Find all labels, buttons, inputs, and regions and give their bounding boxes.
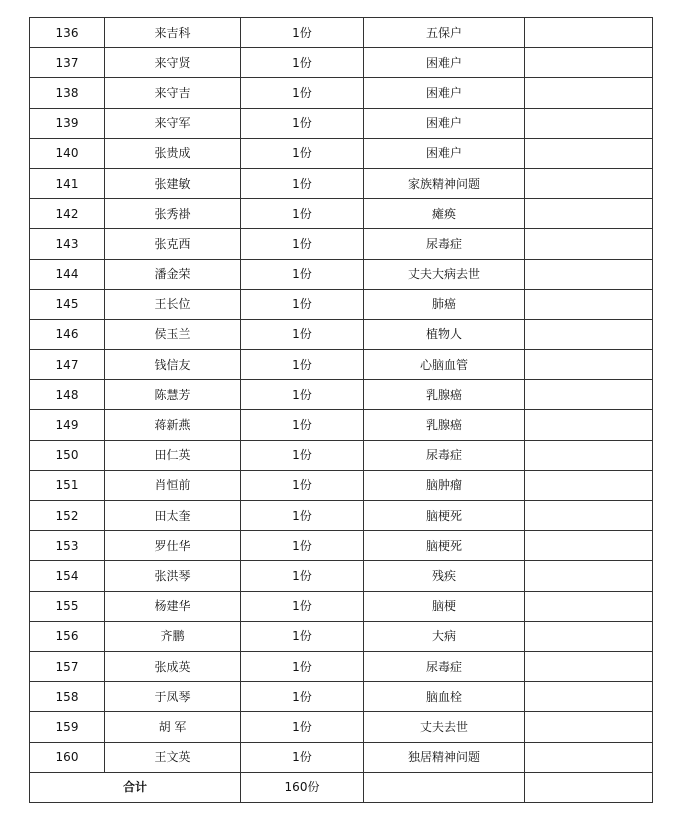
reason-cell: 脑肿瘤 bbox=[364, 470, 525, 500]
row-number: 149 bbox=[30, 410, 105, 440]
name-cell: 王长位 bbox=[105, 289, 241, 319]
table-row bbox=[30, 621, 653, 651]
qty-cell: 1份 bbox=[241, 621, 364, 651]
table-row bbox=[30, 682, 653, 712]
total-row bbox=[30, 772, 653, 802]
note-cell bbox=[525, 199, 653, 229]
reason-cell: 丈夫去世 bbox=[364, 712, 525, 742]
name-cell: 陈慧芳 bbox=[105, 380, 241, 410]
name-cell: 张洪琴 bbox=[105, 561, 241, 591]
qty-cell: 1份 bbox=[241, 319, 364, 349]
total-qty: 160份 bbox=[241, 772, 364, 802]
name-cell: 张建敏 bbox=[105, 168, 241, 198]
reason-cell: 五保户 bbox=[364, 18, 525, 48]
table-row bbox=[30, 440, 653, 470]
qty-cell: 1份 bbox=[241, 138, 364, 168]
qty-cell: 1份 bbox=[241, 440, 364, 470]
table-row bbox=[30, 410, 653, 440]
note-cell bbox=[525, 259, 653, 289]
reason-cell: 脑梗死 bbox=[364, 531, 525, 561]
table-body bbox=[30, 18, 653, 773]
row-number: 137 bbox=[30, 48, 105, 78]
note-cell bbox=[525, 319, 653, 349]
note-cell bbox=[525, 440, 653, 470]
qty-cell: 1份 bbox=[241, 682, 364, 712]
name-cell: 于凤琴 bbox=[105, 682, 241, 712]
qty-cell: 1份 bbox=[241, 78, 364, 108]
table-row bbox=[30, 78, 653, 108]
reason-cell: 困难户 bbox=[364, 108, 525, 138]
qty-cell: 1份 bbox=[241, 410, 364, 440]
reason-cell: 肺癌 bbox=[364, 289, 525, 319]
name-cell: 田太奎 bbox=[105, 501, 241, 531]
reason-cell: 独居精神问题 bbox=[364, 742, 525, 772]
note-cell bbox=[525, 651, 653, 681]
note-cell bbox=[525, 591, 653, 621]
table-row bbox=[30, 229, 653, 259]
qty-cell: 1份 bbox=[241, 712, 364, 742]
table-row bbox=[30, 742, 653, 772]
qty-cell: 1份 bbox=[241, 742, 364, 772]
name-cell: 钱信友 bbox=[105, 350, 241, 380]
table-row bbox=[30, 350, 653, 380]
table-row bbox=[30, 591, 653, 621]
row-number: 157 bbox=[30, 651, 105, 681]
row-number: 147 bbox=[30, 350, 105, 380]
note-cell bbox=[525, 138, 653, 168]
table-row bbox=[30, 712, 653, 742]
qty-cell: 1份 bbox=[241, 350, 364, 380]
reason-cell: 尿毒症 bbox=[364, 651, 525, 681]
reason-cell: 残疾 bbox=[364, 561, 525, 591]
note-cell bbox=[525, 289, 653, 319]
table-row bbox=[30, 48, 653, 78]
table-row bbox=[30, 470, 653, 500]
name-cell: 张成英 bbox=[105, 651, 241, 681]
name-cell: 王文英 bbox=[105, 742, 241, 772]
row-number: 136 bbox=[30, 18, 105, 48]
row-number: 139 bbox=[30, 108, 105, 138]
note-cell bbox=[525, 712, 653, 742]
row-number: 141 bbox=[30, 168, 105, 198]
row-number: 153 bbox=[30, 531, 105, 561]
table-row bbox=[30, 651, 653, 681]
name-cell: 肖恒前 bbox=[105, 470, 241, 500]
table-row bbox=[30, 319, 653, 349]
total-reason bbox=[364, 772, 525, 802]
row-number: 143 bbox=[30, 229, 105, 259]
row-number: 148 bbox=[30, 380, 105, 410]
reason-cell: 困难户 bbox=[364, 78, 525, 108]
row-number: 145 bbox=[30, 289, 105, 319]
qty-cell: 1份 bbox=[241, 168, 364, 198]
qty-cell: 1份 bbox=[241, 561, 364, 591]
qty-cell: 1份 bbox=[241, 470, 364, 500]
name-cell: 潘金荣 bbox=[105, 259, 241, 289]
name-cell: 侯玉兰 bbox=[105, 319, 241, 349]
table-row bbox=[30, 259, 653, 289]
note-cell bbox=[525, 78, 653, 108]
reason-cell: 心脑血管 bbox=[364, 350, 525, 380]
reason-cell: 乳腺癌 bbox=[364, 380, 525, 410]
table-row bbox=[30, 108, 653, 138]
note-cell bbox=[525, 561, 653, 591]
qty-cell: 1份 bbox=[241, 380, 364, 410]
total-note bbox=[525, 772, 653, 802]
name-cell: 张贵成 bbox=[105, 138, 241, 168]
data-table bbox=[29, 17, 653, 803]
reason-cell: 丈夫大病去世 bbox=[364, 259, 525, 289]
table-row bbox=[30, 199, 653, 229]
qty-cell: 1份 bbox=[241, 259, 364, 289]
reason-cell: 乳腺癌 bbox=[364, 410, 525, 440]
note-cell bbox=[525, 108, 653, 138]
name-cell: 来守军 bbox=[105, 108, 241, 138]
qty-cell: 1份 bbox=[241, 108, 364, 138]
note-cell bbox=[525, 350, 653, 380]
note-cell bbox=[525, 229, 653, 259]
row-number: 142 bbox=[30, 199, 105, 229]
row-number: 140 bbox=[30, 138, 105, 168]
note-cell bbox=[525, 470, 653, 500]
note-cell bbox=[525, 18, 653, 48]
table-row bbox=[30, 168, 653, 198]
row-number: 146 bbox=[30, 319, 105, 349]
name-cell: 蒋新燕 bbox=[105, 410, 241, 440]
note-cell bbox=[525, 682, 653, 712]
note-cell bbox=[525, 531, 653, 561]
note-cell bbox=[525, 621, 653, 651]
qty-cell: 1份 bbox=[241, 48, 364, 78]
qty-cell: 1份 bbox=[241, 591, 364, 621]
qty-cell: 1份 bbox=[241, 289, 364, 319]
table-row bbox=[30, 501, 653, 531]
table-row bbox=[30, 138, 653, 168]
row-number: 151 bbox=[30, 470, 105, 500]
total-label: 合计 bbox=[30, 772, 241, 802]
note-cell bbox=[525, 742, 653, 772]
row-number: 138 bbox=[30, 78, 105, 108]
name-cell: 来吉科 bbox=[105, 18, 241, 48]
row-number: 156 bbox=[30, 621, 105, 651]
name-cell: 张克西 bbox=[105, 229, 241, 259]
table-row bbox=[30, 531, 653, 561]
qty-cell: 1份 bbox=[241, 199, 364, 229]
reason-cell: 大病 bbox=[364, 621, 525, 651]
name-cell: 来守吉 bbox=[105, 78, 241, 108]
qty-cell: 1份 bbox=[241, 18, 364, 48]
name-cell: 罗仕华 bbox=[105, 531, 241, 561]
row-number: 144 bbox=[30, 259, 105, 289]
note-cell bbox=[525, 168, 653, 198]
reason-cell: 植物人 bbox=[364, 319, 525, 349]
reason-cell: 困难户 bbox=[364, 138, 525, 168]
table-row bbox=[30, 561, 653, 591]
reason-cell: 脑血栓 bbox=[364, 682, 525, 712]
qty-cell: 1份 bbox=[241, 651, 364, 681]
name-cell: 胡 军 bbox=[105, 712, 241, 742]
row-number: 160 bbox=[30, 742, 105, 772]
reason-cell: 瘫痪 bbox=[364, 199, 525, 229]
qty-cell: 1份 bbox=[241, 501, 364, 531]
reason-cell: 尿毒症 bbox=[364, 229, 525, 259]
note-cell bbox=[525, 410, 653, 440]
table-row bbox=[30, 18, 653, 48]
table-row bbox=[30, 380, 653, 410]
row-number: 159 bbox=[30, 712, 105, 742]
row-number: 155 bbox=[30, 591, 105, 621]
reason-cell: 困难户 bbox=[364, 48, 525, 78]
note-cell bbox=[525, 501, 653, 531]
name-cell: 杨建华 bbox=[105, 591, 241, 621]
name-cell: 田仁英 bbox=[105, 440, 241, 470]
reason-cell: 尿毒症 bbox=[364, 440, 525, 470]
note-cell bbox=[525, 48, 653, 78]
reason-cell: 家族精神问题 bbox=[364, 168, 525, 198]
row-number: 150 bbox=[30, 440, 105, 470]
row-number: 158 bbox=[30, 682, 105, 712]
reason-cell: 脑梗 bbox=[364, 591, 525, 621]
name-cell: 来守贤 bbox=[105, 48, 241, 78]
qty-cell: 1份 bbox=[241, 531, 364, 561]
row-number: 154 bbox=[30, 561, 105, 591]
note-cell bbox=[525, 380, 653, 410]
row-number: 152 bbox=[30, 501, 105, 531]
name-cell: 齐鹏 bbox=[105, 621, 241, 651]
table-row bbox=[30, 289, 653, 319]
qty-cell: 1份 bbox=[241, 229, 364, 259]
reason-cell: 脑梗死 bbox=[364, 501, 525, 531]
name-cell: 张秀褂 bbox=[105, 199, 241, 229]
